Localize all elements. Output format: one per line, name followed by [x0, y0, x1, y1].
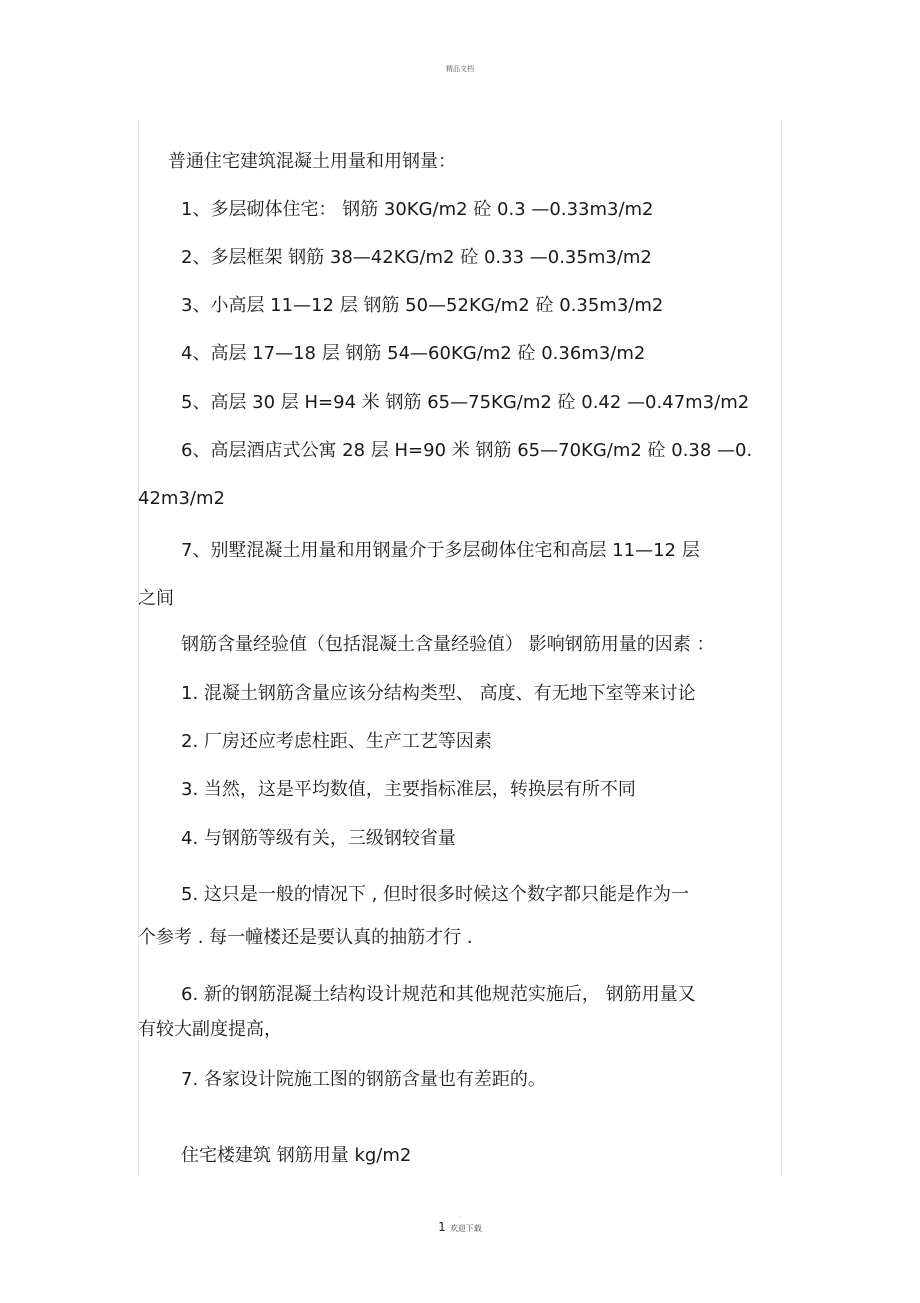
- page-header: 精品文档: [446, 65, 474, 73]
- table-heading: 住宅楼建筑 钢筋用量 kg/m2: [181, 1145, 412, 1166]
- factor-item: 3. 当然，这是平均数值，主要指标准层，转换层有所不同: [181, 779, 636, 800]
- list-item: 6、高层酒店式公寓 28 层 H=90 米 钢筋 65—70KG/m2 砼 0.38 —0.: [181, 440, 753, 461]
- footer-dot: .: [459, 1212, 461, 1219]
- list-item: 2、多层框架 钢筋 38—42KG/m2 砼 0.33 —0.35m3/m2: [181, 247, 652, 268]
- factors-title: 钢筋含量经验值（包括混凝土含量经验值） 影响钢筋用量的因素 ：: [181, 634, 715, 655]
- factor-item: 6. 新的钢筋混凝土结构设计规范和其他规范实施后， 钢筋用量又: [181, 984, 696, 1005]
- list-item: 7、别墅混凝土用量和用钢量介于多层砌体住宅和高层 11—12 层: [181, 540, 700, 561]
- factor-item-continuation: 个参考 . 每一幢楼还是要认真的抽筋才行 .: [138, 927, 473, 948]
- list-item-continuation: 之间: [138, 588, 174, 609]
- factor-item: 1. 混凝土钢筋含量应该分结构类型、 高度、有无地下室等来讨论: [181, 683, 696, 704]
- section-title: 普通住宅建筑混凝土用量和用钢量：: [168, 151, 456, 172]
- factor-item-continuation: 有较大副度提高，: [138, 1019, 282, 1040]
- factor-item: 2. 厂房还应考虑柱距、生产工艺等因素: [181, 731, 492, 752]
- page-footer: [0, 1220, 920, 1234]
- factor-item: 7. 各家设计院施工图的钢筋含量也有差距的。: [181, 1069, 546, 1090]
- factor-item: 4. 与钢筋等级有关，三级钢较省量: [181, 828, 456, 849]
- factor-item: 5. 这只是一般的情况下 , 但时很多时候这个数字都只能是作为一: [181, 884, 690, 905]
- list-item: 5、高层 30 层 H=94 米 钢筋 65—75KG/m2 砼 0.42 —0.47m3/m2: [181, 392, 750, 413]
- list-item: 3、小高层 11—12 层 钢筋 50—52KG/m2 砼 0.35m3/m2: [181, 295, 664, 316]
- page-number: 1: [438, 1220, 446, 1234]
- footer-text: 欢迎下载: [449, 1224, 482, 1233]
- list-item: 1、多层砌体住宅： 钢筋 30KG/m2 砼 0.3 —0.33m3/m2: [181, 199, 654, 220]
- list-item: 4、高层 17—18 层 钢筋 54—60KG/m2 砼 0.36m3/m2: [181, 343, 646, 364]
- list-item-continuation: 42m3/m2: [138, 488, 225, 509]
